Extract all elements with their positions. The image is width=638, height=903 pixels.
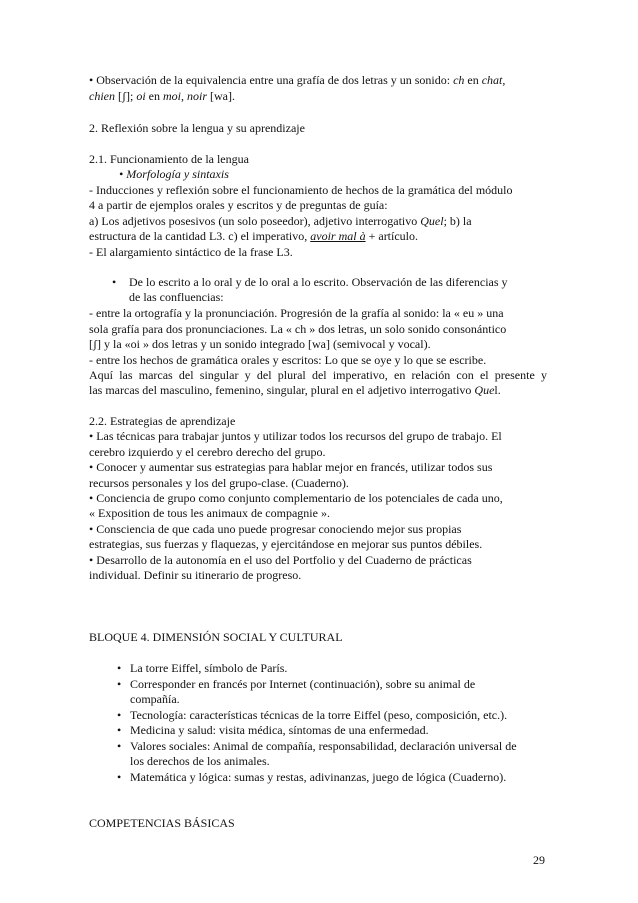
section-2-1-title: 2.1. Funcionamiento de la lengua — [89, 152, 249, 166]
bloque4-item-text: Matemática y lógica: sumas y restas, adivinanzas, juego de lógica (Cuaderno). — [130, 770, 507, 784]
confl-line-2: sola grafía para dos pronunciaciones. La « ch » dos letras, un solo sonido consonántico — [89, 322, 507, 336]
s21-line-4: estructura de la cantidad L3. c) el imperativo, avoir mal à + artículo. — [89, 229, 419, 243]
competencias-title: COMPETENCIAS BÁSICAS — [89, 816, 235, 830]
s22-line-9: • Desarrollo de la autonomía en el uso del Portfolio y del Cuaderno de prácticas — [89, 553, 472, 567]
bullet-dot: • — [117, 770, 122, 784]
confl-line-4: - entre los hechos de gramática orales y escritos: Lo que se oye y lo que se escribe. — [89, 353, 487, 367]
s21-line-3: a) Los adjetivos posesivos (un solo poseedor), adjetivo interrogativo Quel; b) la — [89, 214, 472, 228]
confl-line-3: [ʃ] y la «oi » dos letras y un sonido integrado [wa] (semivocal y vocal). — [89, 337, 431, 351]
bloque4-item-text: Medicina y salud: visita médica, síntomas de una enfermedad. — [130, 723, 429, 737]
s22-line-2: cerebro izquierdo y el cerebro derecho del grupo. — [89, 445, 326, 459]
bullet-dot: • — [117, 723, 122, 737]
s22-line-3: • Conocer y aumentar sus estrategias para hablar mejor en francés, utilizar todos sus — [89, 460, 493, 474]
s21-line-5: - El alargamiento sintáctico de la frase L3. — [89, 245, 293, 259]
bloque4-item-text: Tecnología: características técnicas de la torre Eiffel (peso, composición, etc.). — [130, 708, 508, 722]
subsection-morfologia: • Morfología y sintaxis — [119, 167, 229, 181]
s22-line-1: • Las técnicas para trabajar juntos y utilizar todos los recursos del grupo de trabajo. El — [89, 429, 502, 443]
section-2-2-title: 2.2. Estrategias de aprendizaje — [89, 414, 236, 428]
s22-line-5: • Conciencia de grupo como conjunto complementario de los potenciales de cada uno, — [89, 491, 503, 505]
observation-line-2: chien [ʃ]; oi en moi, noir [wa]. — [89, 89, 235, 103]
s22-line-4: recursos personales y los del grupo-clase. (Cuaderno). — [89, 476, 349, 490]
bloque4-item-text: Corresponder en francés por Internet (continuación), sobre su animal de — [130, 677, 476, 691]
s22-line-10: individual. Definir su itinerario de progreso. — [89, 568, 302, 582]
section-2-title: 2. Reflexión sobre la lengua y su aprendizaje — [89, 121, 305, 135]
s22-line-6: « Exposition de tous les animaux de compagnie ». — [89, 506, 330, 520]
s22-line-7: • Consciencia de que cada uno puede progresar conociendo mejor sus propias — [89, 522, 462, 536]
s21-line-2: 4 a partir de ejemplos orales y escritos y de preguntas de guía: — [89, 198, 388, 212]
s22-line-8: estrategias, sus fuerzas y flaquezas, y ejercitándose en mejorar sus puntos débiles. — [89, 537, 483, 551]
bullet-oral-escrito — [89, 275, 549, 307]
confl-line-6: las marcas del masculino, femenino, singular, plural en el adjetivo interrogativo Quel. — [89, 383, 501, 397]
confl-line-5: Aquí las marcas del singular y del plural del imperativo, en relación con el presente y — [89, 368, 547, 382]
bloque-4-title: BLOQUE 4. DIMENSIÓN SOCIAL Y CULTURAL — [89, 630, 343, 644]
bullet-oral-line-1: De lo escrito a lo oral y de lo oral a lo escrito. Observación de las diferencias y — [129, 275, 508, 289]
bullet-dot: • — [117, 708, 122, 722]
bullet-dot: • — [117, 739, 122, 753]
confl-line-1: - entre la ortografía y la pronunciación. Progresión de la grafía al sonido: la « eu » una — [89, 306, 504, 320]
bloque4-item-text: los derechos de los animales. — [130, 754, 270, 768]
s21-line-1: - Inducciones y reflexión sobre el funcionamiento de hechos de la gramática del módulo — [89, 183, 513, 197]
bullet-oral-line-2: de las confluencias: — [129, 290, 224, 304]
bloque4-item-text: compañía. — [130, 692, 180, 706]
bullet-dot: • — [112, 275, 117, 289]
page-number: 29 — [533, 853, 545, 867]
observation-line-1: • Observación de la equivalencia entre una grafía de dos letras y un sonido: ch en chat, — [89, 73, 506, 87]
bloque4-item-text: La torre Eiffel, símbolo de París. — [130, 661, 288, 675]
bullet-dot: • — [117, 677, 122, 691]
bloque4-item-text: Valores sociales: Animal de compañía, responsabilidad, declaración universal de — [130, 739, 517, 753]
bullet-dot: • — [117, 661, 122, 675]
